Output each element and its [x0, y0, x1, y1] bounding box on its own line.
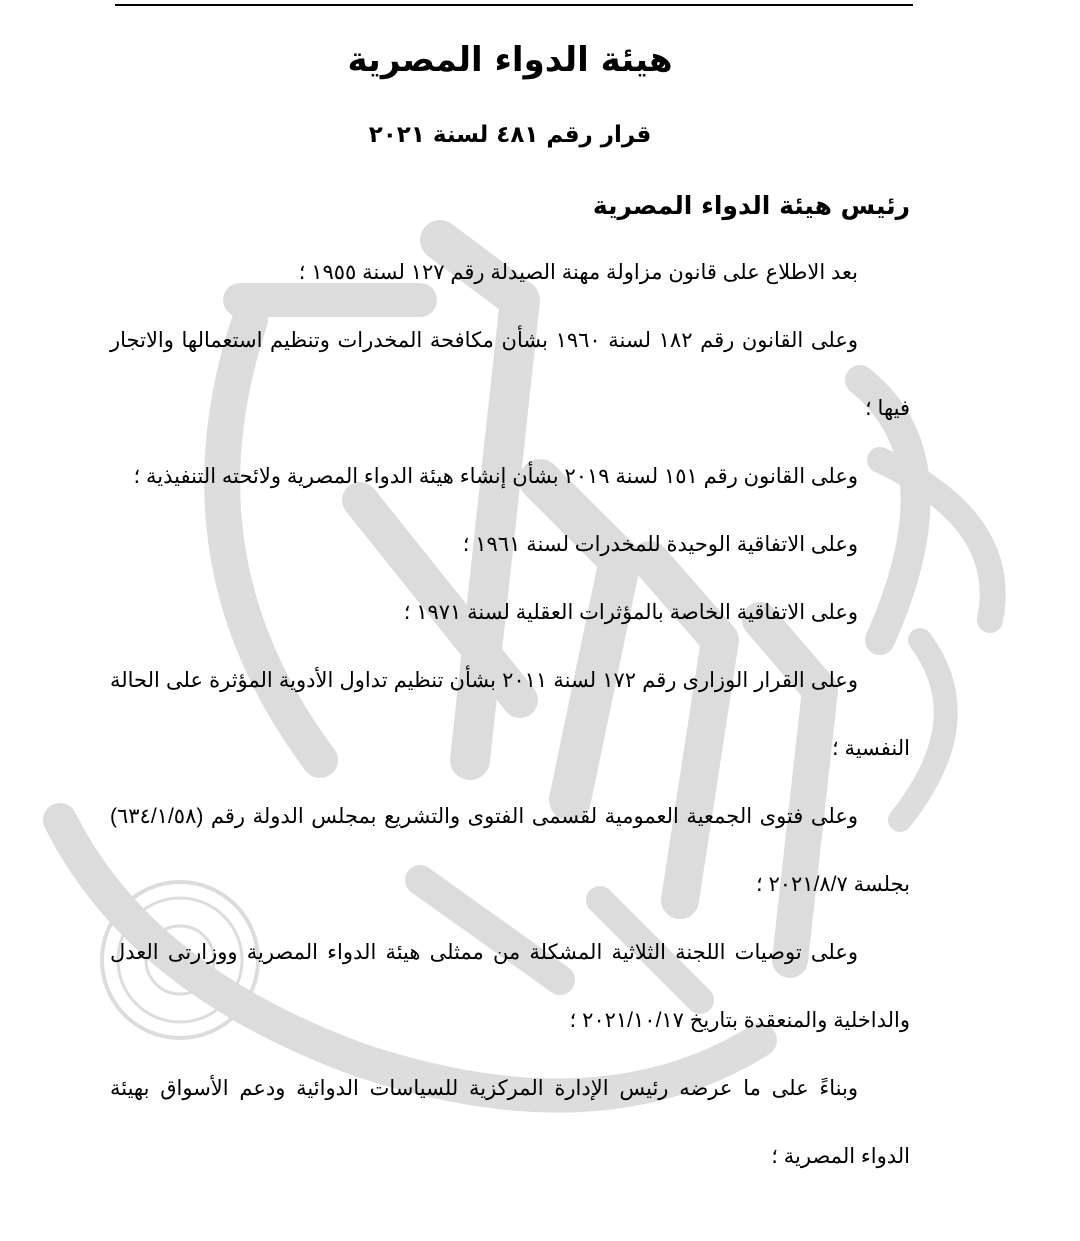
decree-body — [110, 30, 910, 1191]
top-divider — [115, 4, 913, 6]
preamble-paragraph: وعلى القرار الوزارى رقم ١٧٢ لسنة ٢٠١١ بشأن تنظيم تداول الأدوية المؤثرة على الحالة النفسية ؛ — [110, 669, 910, 760]
issuer-heading: رئيس هيئة الدواء المصرية — [592, 191, 910, 220]
preamble-paragraph: وعلى فتوى الجمعية العمومية لقسمى الفتوى والتشريع بمجلس الدولة رقم (٦٣٤/١/٥٨) بجلسة ٢٠٢١/٨/٧ ؛ — [110, 805, 910, 896]
preamble-paragraph: وبناءً على ما عرضه رئيس الإدارة المركزية للسياسات الدوائية ودعم الأسواق بهيئة الدواء المصرية ؛ — [110, 1077, 910, 1168]
document-title: هيئة الدواء المصرية — [347, 40, 673, 80]
preamble-paragraph: وعلى القانون رقم ١٨٢ لسنة ١٩٦٠ بشأن مكافحة المخدرات وتنظيم استعمالها والاتجار فيها ؛ — [110, 329, 910, 420]
preamble-paragraph: بعد الاطلاع على قانون مزاولة مهنة الصيدلة رقم ١٢٧ لسنة ١٩٥٥ ؛ — [298, 261, 858, 284]
preamble-paragraph: وعلى الاتفاقية الخاصة بالمؤثرات العقلية لسنة ١٩٧١ ؛ — [403, 601, 858, 624]
preamble-paragraph: وعلى الاتفاقية الوحيدة للمخدرات لسنة ١٩٦١ ؛ — [462, 533, 858, 556]
preamble-paragraph: وعلى توصيات اللجنة الثلاثية المشكلة من ممثلى هيئة الدواء المصرية ووزارتى العدل والداخلية والمنعقدة بتاريخ ٢٠٢١/١٠/١٧ ؛ — [110, 941, 910, 1032]
decision-number: قرار رقم ٤٨١ لسنة ٢٠٢١ — [368, 122, 652, 148]
preamble-paragraph: وعلى القانون رقم ١٥١ لسنة ٢٠١٩ بشأن إنشاء هيئة الدواء المصرية ولائحته التنفيذية ؛ — [133, 465, 858, 488]
